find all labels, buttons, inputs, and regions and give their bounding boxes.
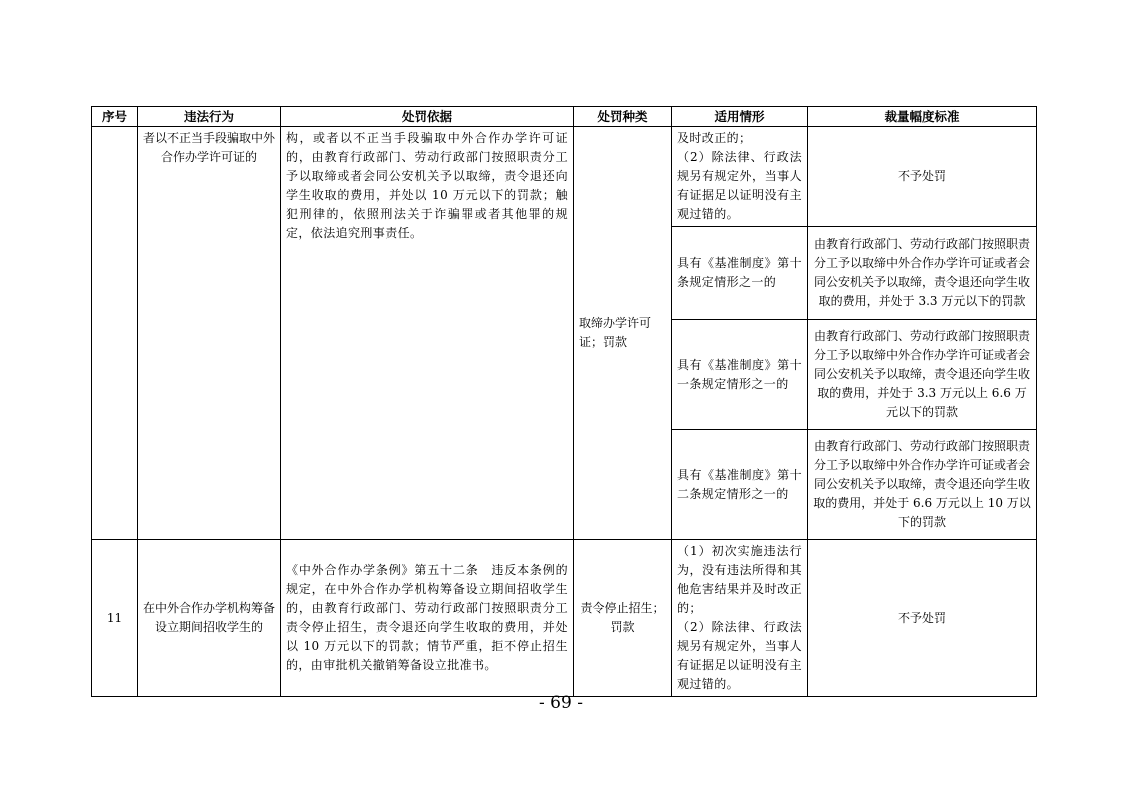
penalty-table: [91, 106, 1037, 697]
row10-case2-standard: 由教育行政部门、劳动行政部门按照职责分工予以取缔中外合作办学许可证或者会同公安机关予以取缔，责令退还向学生收取的费用，并处于 3.3 万元以下的罚款: [808, 227, 1037, 320]
row10-act-cell: 者以不正当手段骗取中外合作办学许可证的: [138, 127, 281, 540]
row10-case3-situation: 具有《基准制度》第十一条规定情形之一的: [672, 320, 808, 430]
row10-basis-cell: 构，或者以不正当手段骗取中外合作办学许可证的，由教育行政部门、劳动行政部门按照职责分工予以取缔或者会同公安机关予以取缔，责令退还向学生收取的费用，并处以 10 万元以下的罚款；触犯刑律的，依照刑法关于诈骗罪或者其他罪的规定，依法追究刑事责任。: [281, 127, 574, 540]
row10-case4-situation: 具有《基准制度》第十二条规定情形之一的: [672, 430, 808, 540]
header-situation: 适用情形: [672, 107, 808, 127]
row10-case2-situation: 具有《基准制度》第十条规定情形之一的: [672, 227, 808, 320]
row10-seq-cell: [92, 127, 138, 540]
row10-case4-standard: 由教育行政部门、劳动行政部门按照职责分工予以取缔中外合作办学许可证或者会同公安机关予以取缔，责令退还向学生收取的费用，并处于 6.6 万元以上 10 万以下的罚款: [808, 430, 1037, 540]
row10-case1-standard: 不予处罚: [808, 127, 1037, 227]
row11-basis-cell: 《中外合作办学条例》第五十二条 违反本条例的规定，在中外合作办学机构筹备设立期间招收学生的，由教育行政部门、劳动行政部门按照职责分工责令停止招生，责令退还向学生收取的费用，并处以 10 万元以下的罚款；情节严重，拒不停止招生的，由审批机关撤销筹备设立批准书。: [281, 540, 574, 697]
row11-standard-cell: 不予处罚: [808, 540, 1037, 697]
header-kind: 处罚种类: [574, 107, 672, 127]
row11-situation-cell: （1）初次实施违法行为，没有违法所得和其他危害结果并及时改正的； （2）除法律、行政法规另有规定外，当事人有证据足以证明没有主观过错的。: [672, 540, 808, 697]
table-header-row: [92, 107, 1037, 127]
row11-act-cell: 在中外合作办学机构筹备设立期间招收学生的: [138, 540, 281, 697]
table-row: [92, 540, 1037, 697]
header-basis: 处罚依据: [281, 107, 574, 127]
page-number: - 69 -: [539, 693, 583, 713]
row10-case1-situation: 及时改正的； （2）除法律、行政法规另有规定外，当事人有证据足以证明没有主观过错的。: [672, 127, 808, 227]
header-seq: 序号: [92, 107, 138, 127]
row10-case3-standard: 由教育行政部门、劳动行政部门按照职责分工予以取缔中外合作办学许可证或者会同公安机关予以取缔，责令退还向学生收取的费用，并处于 3.3 万元以上 6.6 万元以下的罚款: [808, 320, 1037, 430]
row11-kind-cell: 责令停止招生；罚款: [574, 540, 672, 697]
table-row: [92, 127, 1037, 227]
row10-kind-cell: 取缔办学许可证；罚款: [574, 127, 672, 540]
header-act: 违法行为: [138, 107, 281, 127]
row11-seq-cell: 11: [92, 540, 138, 697]
header-standard: 裁量幅度标准: [808, 107, 1037, 127]
